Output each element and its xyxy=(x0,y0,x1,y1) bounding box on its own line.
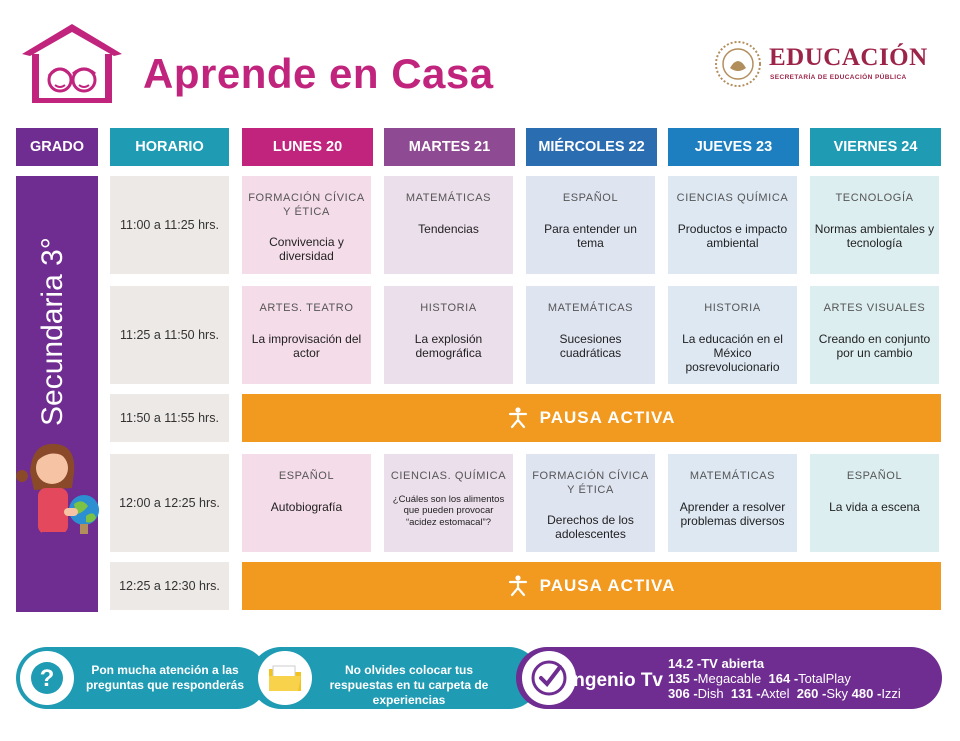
channel-name: Megacable xyxy=(697,671,762,686)
topic-label: Creando en conjunto por un cambio xyxy=(818,331,931,360)
topic-label: La improvisación del actor xyxy=(251,331,362,360)
pausa-label: PAUSA ACTIVA xyxy=(539,408,676,427)
topic-label: Convivencia y diversidad xyxy=(269,235,344,263)
topic-label: Aprender a resolver problemas diversos xyxy=(679,499,786,528)
subject-label: ESPAÑOL xyxy=(278,470,335,482)
time-slot: 11:50 a 11:55 hrs. xyxy=(110,394,229,442)
student-illustration xyxy=(12,438,110,614)
pausa-label: PAUSA ACTIVA xyxy=(539,576,676,595)
class-cell xyxy=(242,286,371,384)
channel-name: TotalPlay xyxy=(798,671,851,686)
subject-label: HISTORIA xyxy=(704,302,761,314)
brand-name: EDUCACIÓN xyxy=(769,44,928,71)
class-cell xyxy=(810,176,939,274)
channel-number: 480 xyxy=(851,686,874,701)
time-slot: 12:25 a 12:30 hrs. xyxy=(110,562,229,610)
topic-label: Sucesiones cuadráticas xyxy=(559,331,622,360)
subject-label: CIENCIAS QUÍMICA xyxy=(676,192,789,204)
national-seal-icon xyxy=(714,40,762,88)
class-cell xyxy=(242,176,371,274)
tv-channels-line-1: 135 -Megacable 164 -TotalPlay xyxy=(668,671,851,686)
channel-number: 135 xyxy=(668,671,690,686)
subject-label: FORMACIÓN CÍVICA Y ÉTICA xyxy=(248,192,365,218)
col-jueves: JUEVES 23 xyxy=(668,128,799,166)
subject-label: MATEMÁTICAS xyxy=(689,470,776,482)
subject-label: HISTORIA xyxy=(420,302,477,314)
topic-label: Derechos de los adolescentes xyxy=(547,513,634,541)
svg-text:?: ? xyxy=(39,665,55,692)
subject-label: MATEMÁTICAS xyxy=(547,302,634,314)
class-cell xyxy=(668,176,797,274)
grade-label: Secundaria 3° xyxy=(36,237,69,426)
subject-label: ARTES VISUALES xyxy=(823,302,926,314)
col-horario: HORARIO xyxy=(110,128,229,166)
tv-channels-line-2: 306 -Dish 131 -Axtel 260 -Sky 480 -Izzi xyxy=(668,686,901,701)
subject-label: ESPAÑOL xyxy=(562,192,619,204)
page-title: Aprende en Casa xyxy=(143,50,494,97)
subject-label: MATEMÁTICAS xyxy=(405,192,492,204)
tip-folder-text: No olvides colocar tus respuestas en tu carpeta de experiencias xyxy=(329,663,489,707)
time-slot: 12:00 a 12:25 hrs. xyxy=(110,454,229,552)
channel-name: Izzi xyxy=(881,686,901,701)
col-lunes: LUNES 20 xyxy=(242,128,373,166)
channel-number: 131 xyxy=(730,686,753,701)
class-cell xyxy=(668,454,797,552)
class-cell xyxy=(242,454,371,552)
topic-label: Autobiografía xyxy=(270,499,343,514)
col-viernes: VIERNES 24 xyxy=(810,128,941,166)
topic-label: ¿Cuáles son los alimentos que pueden provocar “acidez estomacal”? xyxy=(392,493,505,528)
channel-number: 164 xyxy=(768,671,791,686)
class-cell xyxy=(384,286,513,384)
class-cell xyxy=(810,454,939,552)
aprende-en-casa-logo xyxy=(20,22,124,106)
pausa-activa-banner xyxy=(242,562,941,610)
question-icon xyxy=(20,651,74,705)
brand-subtitle: SECRETARÍA DE EDUCACIÓN PÚBLICA xyxy=(770,74,907,81)
topic-label: Normas ambientales y tecnología xyxy=(814,221,935,250)
class-cell xyxy=(384,454,513,552)
subject-label: CIENCIAS. QUÍMICA xyxy=(390,470,507,482)
channel-name: Sky xyxy=(826,686,849,701)
tip-attention-text: Pon mucha atención a las preguntas que responderás xyxy=(85,663,245,692)
subject-label: ARTES. TEATRO xyxy=(259,302,354,314)
class-cell xyxy=(668,286,797,384)
channel-number: 306 xyxy=(668,686,690,701)
topic-label: La vida a escena xyxy=(829,499,920,514)
class-cell xyxy=(526,286,655,384)
topic-label: La explosión demográfica xyxy=(414,331,483,360)
class-cell xyxy=(526,176,655,274)
col-grado: GRADO xyxy=(16,128,98,166)
channel-number: 260 xyxy=(796,686,819,701)
subject-label: TECNOLOGÍA xyxy=(835,192,914,204)
pausa-activa-banner xyxy=(242,394,941,442)
topic-label: Para entender un tema xyxy=(544,221,637,250)
class-cell xyxy=(384,176,513,274)
exercise-icon xyxy=(508,407,528,429)
sep-logo xyxy=(714,40,944,92)
topic-label: Tendencias xyxy=(418,221,479,236)
topic-label: Productos e impacto ambiental xyxy=(677,221,788,250)
time-slot: 11:25 a 11:50 hrs. xyxy=(110,286,229,384)
col-miercoles: MIÉRCOLES 22 xyxy=(526,128,657,166)
class-cell xyxy=(810,286,939,384)
folder-icon xyxy=(258,651,312,705)
col-martes: MARTES 21 xyxy=(384,128,515,166)
class-cell xyxy=(526,454,655,552)
tv-open-channel: 14.2 -TV abierta xyxy=(668,656,765,671)
subject-label: FORMACIÓN CÍVICA Y ÉTICA xyxy=(532,470,649,496)
time-slot: 11:00 a 11:25 hrs. xyxy=(110,176,229,274)
topic-label: La educación en el México posrevolucionario xyxy=(682,331,783,374)
channel-name: Axtel xyxy=(760,686,790,701)
channel-name: Dish xyxy=(697,686,724,701)
ingenio-tv-label: Ingenio Tv xyxy=(568,670,663,691)
exercise-icon xyxy=(508,575,528,597)
subject-label: ESPAÑOL xyxy=(846,470,903,482)
